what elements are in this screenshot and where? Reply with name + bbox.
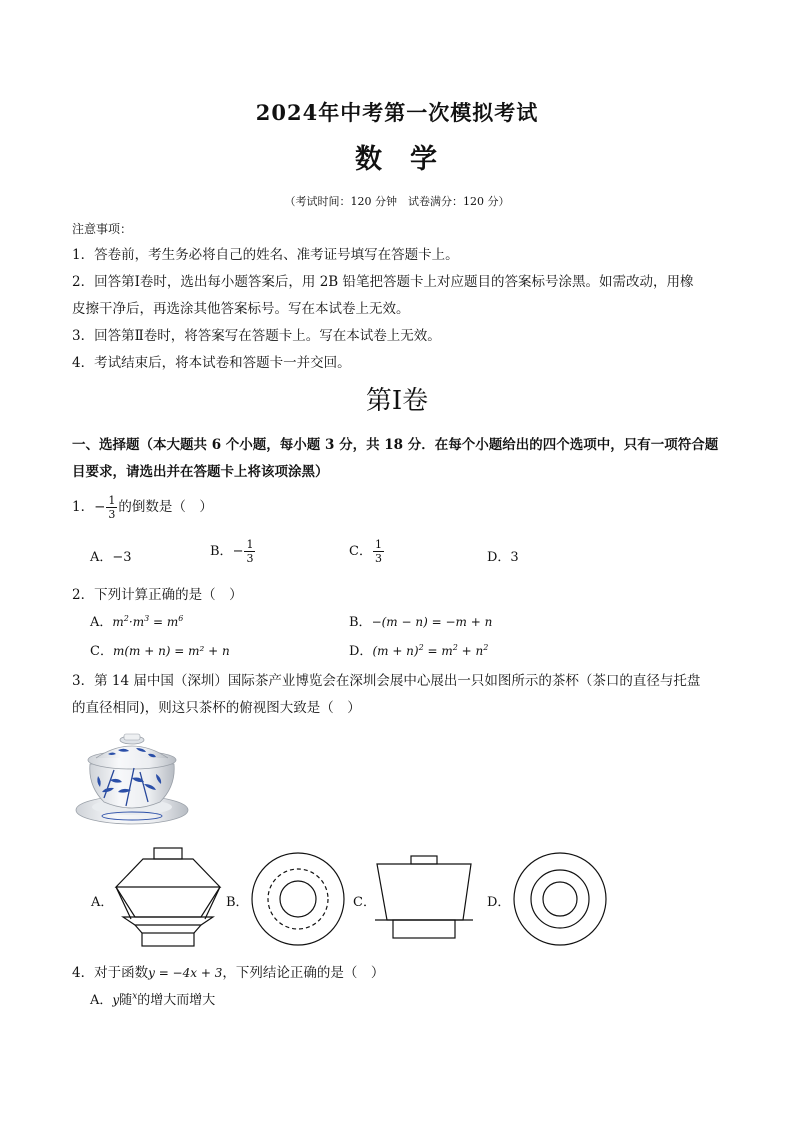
part-title: 第Ⅰ卷 [365, 386, 429, 416]
notice-item-4: 4．考试结束后，将本试卷和答题卡一并交回。 [72, 355, 351, 371]
question-3-line-1: 3．第 14 届中国（深圳）国际茶产业博览会在深圳会展中心展出一只如图所示的茶杯（茶口的直径与托盘 [72, 673, 701, 689]
q1-option-c[interactable]: C． $\frac{1}{3}$ [349, 538, 382, 565]
q1-option-a[interactable]: A．−3 [90, 550, 132, 565]
notice-item-1: 1．答卷前，考生务必将自己的姓名、准考证号填写在答题卡上。 [72, 247, 459, 263]
q3-option-c-figure [375, 854, 475, 942]
q2-option-d[interactable]: D．$(m + n)^2 = m^2 + n^2$ [349, 643, 489, 659]
section-instructions [72, 432, 732, 486]
q1-option-b[interactable]: B．− $\frac{1}{3}$ [210, 538, 254, 565]
q3-option-d-label[interactable]: D． [487, 895, 511, 910]
q2-option-a[interactable]: A．$m^2\cdot m^3 = m^6$ [90, 614, 184, 630]
teacup-photo-image [74, 728, 190, 832]
section-line-1: 一、选择题（本大题共 6 个小题，每小题 3 分，共 18 分．在每个小题给出的四个选项中，只有一项符合题 [72, 437, 719, 453]
q3-option-b-figure [250, 851, 346, 947]
q3-option-a-figure [113, 847, 223, 948]
q1-option-d[interactable]: D．3 [487, 550, 519, 565]
question-2-stem: 2．下列计算正确的是（ ） [72, 587, 243, 603]
subject-title [0, 137, 794, 176]
q2-d-expr: $(m + n)^2 = m^2 + n^2$ [372, 643, 489, 658]
question-4-stem: 4．对于函数y = −4x + 3，下列结论正确的是（ ） [72, 965, 385, 981]
q2-option-b[interactable]: B．−(m − n) = −m + n [349, 615, 493, 630]
q4-option-a[interactable]: A．y随$^x$的增大而增大 [90, 991, 216, 1008]
q2-option-c[interactable]: C．m(m + n) = m² + n [90, 644, 230, 659]
q3-option-a-label[interactable]: A． [91, 895, 114, 910]
section-line-2: 目要求，请选出并在答题卡上将该项涂黑） [72, 464, 329, 480]
q2-a-expr: $m^2\cdot m^3 = m^6$ [112, 614, 184, 629]
q3-option-b-label[interactable]: B． [226, 895, 249, 910]
q3-option-d-figure [512, 851, 608, 947]
notice-item-2: 2．回答第Ⅰ卷时，选出每小题答案后，用 2B 铅笔把答题卡上对应题目的答案标号涂黑。如需改动，用橡 [72, 274, 694, 290]
notice-item-2-cont: 皮擦干净后，再选涂其他答案标号。写在本试卷上无效。 [72, 301, 410, 317]
notice-heading: 注意事项： [72, 222, 133, 236]
q3-option-c-label[interactable]: C． [353, 895, 376, 910]
fraction-one-third: $\frac{1}{3}$ [108, 494, 116, 521]
subject-char-2: 学 [410, 144, 439, 175]
exam-info: （考试时间：120 分钟 试卷满分：120 分） [284, 195, 510, 208]
notice-item-3: 3．回答第Ⅱ卷时，将答案写在答题卡上。写在本试卷上无效。 [72, 328, 441, 344]
subject-char-1: 数 [355, 144, 384, 175]
question-3-line-2: 的直径相同)，则这只茶杯的俯视图大致是（ ） [72, 700, 361, 716]
exam-title: 2024年中考第一次模拟考试 [255, 100, 539, 125]
question-1-stem: 1．− $\frac{1}{3}$ 的倒数是（ ） [72, 494, 213, 521]
